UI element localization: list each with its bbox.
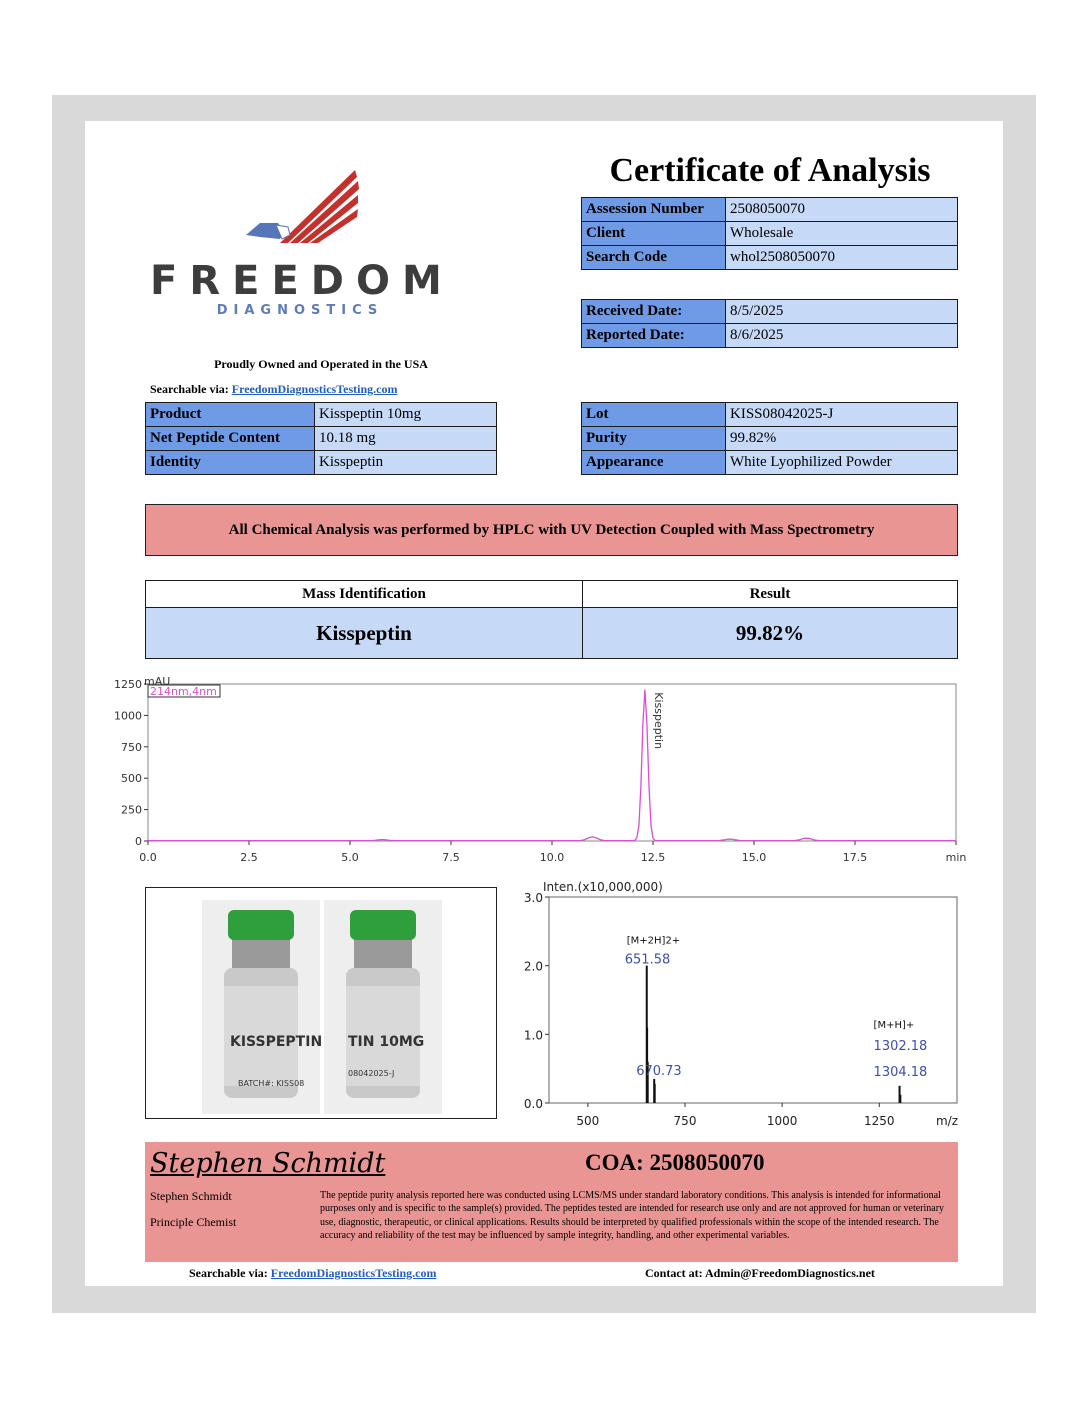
- left-vial-batch: BATCH#: KISS08: [238, 1079, 305, 1088]
- row-label: Appearance: [582, 451, 726, 475]
- peak-point-1: [592, 836, 593, 837]
- annotation-label: [M+2H]2+: [626, 935, 681, 947]
- y-tick-label: 3.0: [523, 891, 543, 905]
- y-axis-label: mAU: [144, 675, 171, 688]
- peak-point-2: [644, 689, 645, 690]
- signature: Stephen Schmidt: [150, 1148, 386, 1179]
- row-label: Purity: [582, 427, 726, 451]
- row-value: 8/5/2025: [726, 300, 958, 324]
- y-tick-label: 0: [135, 835, 142, 848]
- table-row: [582, 324, 958, 348]
- row-value: whol2508050070: [726, 246, 958, 270]
- x-tick-label: 5.0: [341, 851, 359, 864]
- row-value: Kisspeptin: [315, 451, 497, 475]
- row-label: Product: [146, 403, 315, 427]
- x-tick-label: 500: [576, 1114, 600, 1128]
- row-value: 99.82%: [726, 427, 958, 451]
- mass-identification-table: [145, 580, 958, 659]
- eagle-flag-logo: [240, 165, 370, 250]
- signer-name: Stephen Schmidt: [150, 1189, 232, 1203]
- coa-number: COA: 2508050070: [585, 1150, 765, 1175]
- x-tick-label: 7.5: [442, 851, 460, 864]
- website-link[interactable]: FreedomDiagnosticsTesting.com: [231, 382, 398, 396]
- row-value: 10.18 mg: [315, 427, 497, 451]
- annotation-value: 1302.18: [873, 1038, 928, 1054]
- brand-subtitle: DIAGNOSTICS: [216, 303, 384, 318]
- searchable-line: [150, 382, 397, 397]
- table-row: [146, 403, 497, 427]
- x-tick-label: 10.0: [539, 851, 565, 864]
- owned-text: Proudly Owned and Operated in the USA: [214, 357, 428, 371]
- table-row: [146, 608, 958, 659]
- chromatogram-trace: [148, 690, 956, 841]
- table-row: [146, 427, 497, 451]
- annotation-value: 1304.18: [873, 1064, 928, 1080]
- y-tick-label: 1.0: [523, 1028, 543, 1043]
- row-value: Kisspeptin 10mg: [315, 403, 497, 427]
- vial-illustration: [146, 888, 496, 1118]
- right-vial-label: TIN 10MG: [348, 1034, 425, 1050]
- row-value: Wholesale: [726, 222, 958, 246]
- peak-label: Kisspeptin: [651, 692, 665, 750]
- x-tick-label: 1000: [766, 1114, 798, 1128]
- table-row: [582, 246, 958, 270]
- assession-table: [581, 197, 958, 270]
- right-vial-batch: 08042025-J: [348, 1069, 395, 1078]
- column-header: Mass Identification: [146, 581, 583, 608]
- legend-label: 214nm,4nm: [150, 685, 217, 698]
- x-tick-label: 0.0: [139, 851, 157, 864]
- searchable-label: Searchable via:: [150, 382, 229, 396]
- x-tick-label: 1250: [864, 1114, 895, 1128]
- row-label: Identity: [146, 451, 315, 475]
- left-vial-label: KISSPEPTIN: [230, 1034, 323, 1050]
- row-value: KISS08042025-J: [726, 403, 958, 427]
- brand-wordmark: FREEDOM: [150, 258, 454, 304]
- y-tick-label: 1250: [114, 678, 142, 691]
- table-row: [582, 403, 958, 427]
- contact-text: Contact at: Admin@FreedomDiagnostics.net: [645, 1266, 875, 1280]
- table-row: [582, 222, 958, 246]
- x-tick-label: 15.0: [741, 851, 767, 864]
- x-tick-label: 750: [673, 1114, 697, 1128]
- lot-table: [581, 402, 958, 475]
- peak-point-3: [729, 839, 730, 840]
- footer-searchable-label: Searchable via:: [189, 1266, 268, 1280]
- row-label: Client: [582, 222, 726, 246]
- y-tick-label: 1000: [114, 709, 142, 723]
- footer-searchable: [189, 1266, 436, 1281]
- x-tick-label: 2.5: [240, 851, 258, 864]
- disclaimer-text: The peptide purity analysis reported here was conducted using LCMS/MS under standard laboratory conditions. This analysis is intended for informational purposes only and is specific to the sample(s) provided. The peptides tested are intended for research use only and are not approved for human or veterinary use, diagnostic, therapeutic, or clinical applications. Results should be interpreted by qualified professionals within the scope of the intended research. The accuracy and reliability of the test may be influenced by sample integrity, handling, and other experimental variables.: [320, 1190, 945, 1242]
- table-row: [582, 300, 958, 324]
- y-axis-label: Inten.(x10,000,000): [543, 880, 663, 894]
- right-vial: [346, 910, 424, 1098]
- row-label: Reported Date:: [582, 324, 726, 348]
- x-tick-label: min: [945, 851, 967, 864]
- x-tick-label: 12.5: [640, 851, 666, 864]
- row-value: White Lyophilized Powder: [726, 451, 958, 475]
- annotation-value: 670.73: [636, 1063, 682, 1079]
- product-table: [145, 402, 497, 475]
- y-tick-label: 2.0: [523, 959, 543, 974]
- vial-photo: [145, 887, 497, 1119]
- result-cell: 99.82%: [583, 608, 958, 659]
- row-label: Net Peptide Content: [146, 427, 315, 451]
- x-tick-label: 17.5: [842, 851, 868, 864]
- row-label: Received Date:: [582, 300, 726, 324]
- row-value: 8/6/2025: [726, 324, 958, 348]
- row-label: Assession Number: [582, 198, 726, 222]
- dates-table: [581, 299, 958, 348]
- row-label: Search Code: [582, 246, 726, 270]
- mass-spectrum: [515, 875, 965, 1130]
- annotation-value: 651.58: [624, 952, 671, 968]
- y-tick-label: 0.0: [523, 1097, 543, 1111]
- page-title: Certificate of Analysis: [609, 152, 931, 189]
- y-tick-label: 750: [121, 740, 142, 754]
- y-tick-label: 500: [121, 772, 142, 786]
- table-row: [582, 198, 958, 222]
- peak-point-4: [806, 838, 807, 839]
- table-row: [146, 451, 497, 475]
- signer-title: Principle Chemist: [150, 1215, 237, 1229]
- hplc-chromatogram: [108, 670, 968, 870]
- peak-point-0: [382, 839, 383, 840]
- row-value: 2508050070: [726, 198, 958, 222]
- x-tick-label: m/z: [935, 1114, 959, 1128]
- footer-website-link[interactable]: FreedomDiagnosticsTesting.com: [270, 1266, 437, 1280]
- y-tick-label: 250: [121, 803, 142, 817]
- table-header-row: [146, 581, 958, 608]
- annotation-label: [M+H]+: [873, 1019, 915, 1031]
- plot-frame: [148, 684, 956, 841]
- table-row: [582, 427, 958, 451]
- identity-cell: Kisspeptin: [146, 608, 583, 659]
- method-banner: All Chemical Analysis was performed by HPLC with UV Detection Coupled with Mass Spectrometry: [145, 504, 958, 556]
- table-row: [582, 451, 958, 475]
- row-label: Lot: [582, 403, 726, 427]
- column-header: Result: [583, 581, 958, 608]
